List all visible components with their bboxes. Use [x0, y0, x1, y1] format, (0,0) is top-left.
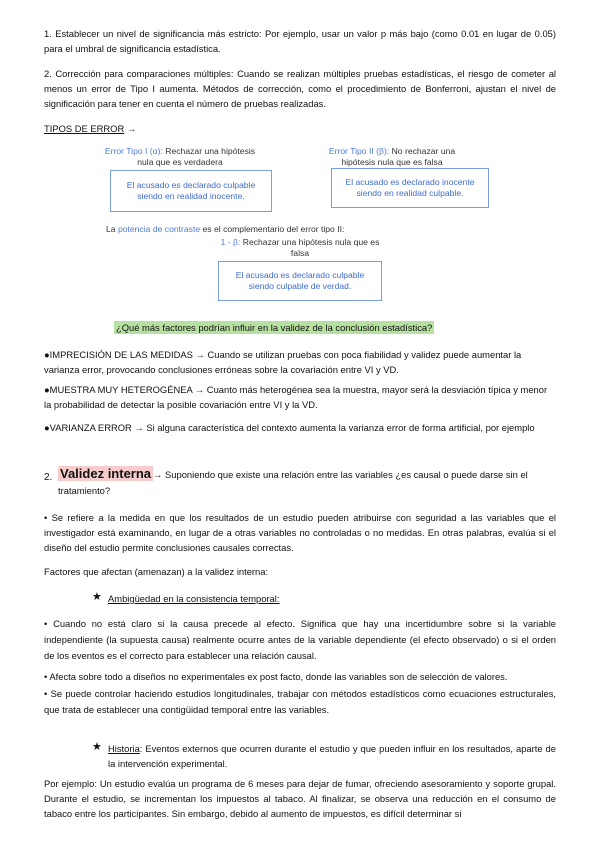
star-icon: ★ [92, 741, 102, 753]
type1-text: Rechazar una hipótesis nula que es verdadera [137, 146, 256, 167]
type2-label [322, 146, 462, 168]
history-text: : Eventos externos que ocurren durante el estudio y que pueden influir en los resultados, aparte de la intervención experimental. [108, 743, 556, 769]
power-intro-b: potencia de contraste [117, 224, 201, 234]
section2-factors-intro: Factores que afectan (amenazan) a la validez interna: [44, 566, 269, 577]
intro-item-1: 1. Establecer un nivel de significancia más estricto: Por ejemplo, usar un valor p más bajo (como 0.01 en lugar de 0.05) para el umbral de significancia estadística. [44, 28, 556, 54]
power-intro-a: La [106, 224, 118, 234]
section2-header [58, 466, 556, 499]
error-types-heading [44, 121, 244, 136]
type1-box: El acusado es declarado culpable siendo en realidad inocente. [110, 170, 272, 212]
history-example: Por ejemplo: Un estudio evalúa un programa de 6 meses para dejar de fumar, ofreciendo asesoramiento y soporte grupal. Durante el estudio, se incrementan los impuestos al tabaco. Al finalizar, se observa una reducción en el consumo de tabaco entre los participantes. Sin embargo, debido al aumento de impuestos, es difícil determinar si [44, 778, 556, 819]
section2-title: Validez interna [60, 466, 152, 481]
temporal-bullet-1: • Cuando no está claro si la causa precede al efecto. Significa que hay una incertidumbre sobre si la variable independiente (la supuesta causa) realmente ocurre antes de la variable dependiente (el efecto observado) o si el orden de los eventos es el correcto para establecer una relación causal. [44, 618, 556, 661]
power-text: Rechazar una hipótesis nula que es falsa [240, 237, 380, 258]
history-title: Historia [108, 743, 140, 754]
power-box: El acusado es declarado culpable siendo culpable de verdad. [218, 261, 382, 301]
power-label [214, 237, 386, 259]
type2-box: El acusado es declarado inocente siendo en realidad culpable. [331, 168, 489, 208]
intro-item-2: 2. Corrección para comparaciones múltiples: Cuando se realizan múltiples pruebas estadísticas, el riesgo de cometer al menos un error de Tipo I aumenta. Métodos de corrección, como el procedimiento de Bonferroni, ajustan el nivel de significación para tener en cuenta el número de pruebas realizadas. [44, 68, 556, 109]
star-icon: ★ [92, 591, 102, 603]
factors-question-text: ¿Qué más factores podrían influir en la validez de la conclusión estadística? [116, 322, 433, 333]
history-item [108, 741, 556, 771]
type1-label [100, 146, 260, 168]
power-intro-c: es el complementario del error tipo II: [200, 224, 345, 234]
section2-title-rest: → Suponiendo que existe una relación entre las variables ¿es causal o puede darse sin el tratamiento? [58, 469, 528, 496]
factors-question [114, 320, 494, 335]
temporal-bullet-2: • Afecta sobre todo a diseños no experimentales ex post facto, donde las variables son de selección de valores. [44, 671, 508, 682]
factor-heterogeneous-sample: ●MUESTRA MUY HETEROGÉNEA → Cuanto más heterogénea sea la muestra, mayor será la desviación típica y menor la probabilidad de detectar la posible covariación entre VI y la VD. [44, 384, 548, 410]
temporal-bullet-3: • Se puede controlar haciendo estudios longitudinales, trabajar con métodos estadísticos como ecuaciones estructurales, que trata de establecer una contigüidad temporal entre las variables. [44, 688, 556, 715]
error-types-heading-arrow: → [124, 123, 137, 134]
section2-number: 2. [44, 472, 53, 483]
section2-para1: • Se refiere a la medida en que los resultados de un estudio pueden atribuirse con seguridad a las variables que el investigador está examinando, en lugar de a otras variables no controladas o no medidas. En otras palabras, evalúa si el diseño del estudio permite conclusiones causales correctas. [44, 512, 556, 553]
factor-imprecision: ●IMPRECISIÓN DE LAS MEDIDAS → Cuando se utilizan pruebas con poca fiabilidad y validez puede aumentar la varianza error, provocando conclusiones erróneas sobre la covariación entre VI y VD. [44, 349, 522, 375]
type2-prefix: Error Tipo II (β): [328, 146, 390, 156]
star1-title: Ambigüedad en la consistencia temporal: [108, 593, 280, 604]
power-intro [106, 224, 406, 235]
type1-prefix: Error Tipo I (α): [104, 146, 163, 156]
type2-text: No rechazar una hipótesis nula que es falsa [341, 146, 456, 167]
error-types-heading-text: TIPOS DE ERROR [44, 123, 125, 134]
factor-error-variance: ●VARIANZA ERROR → Si alguna característica del contexto aumenta la varianza error de forma artificial, por ejemplo [44, 422, 535, 433]
power-prefix: 1 - β: [220, 237, 241, 247]
